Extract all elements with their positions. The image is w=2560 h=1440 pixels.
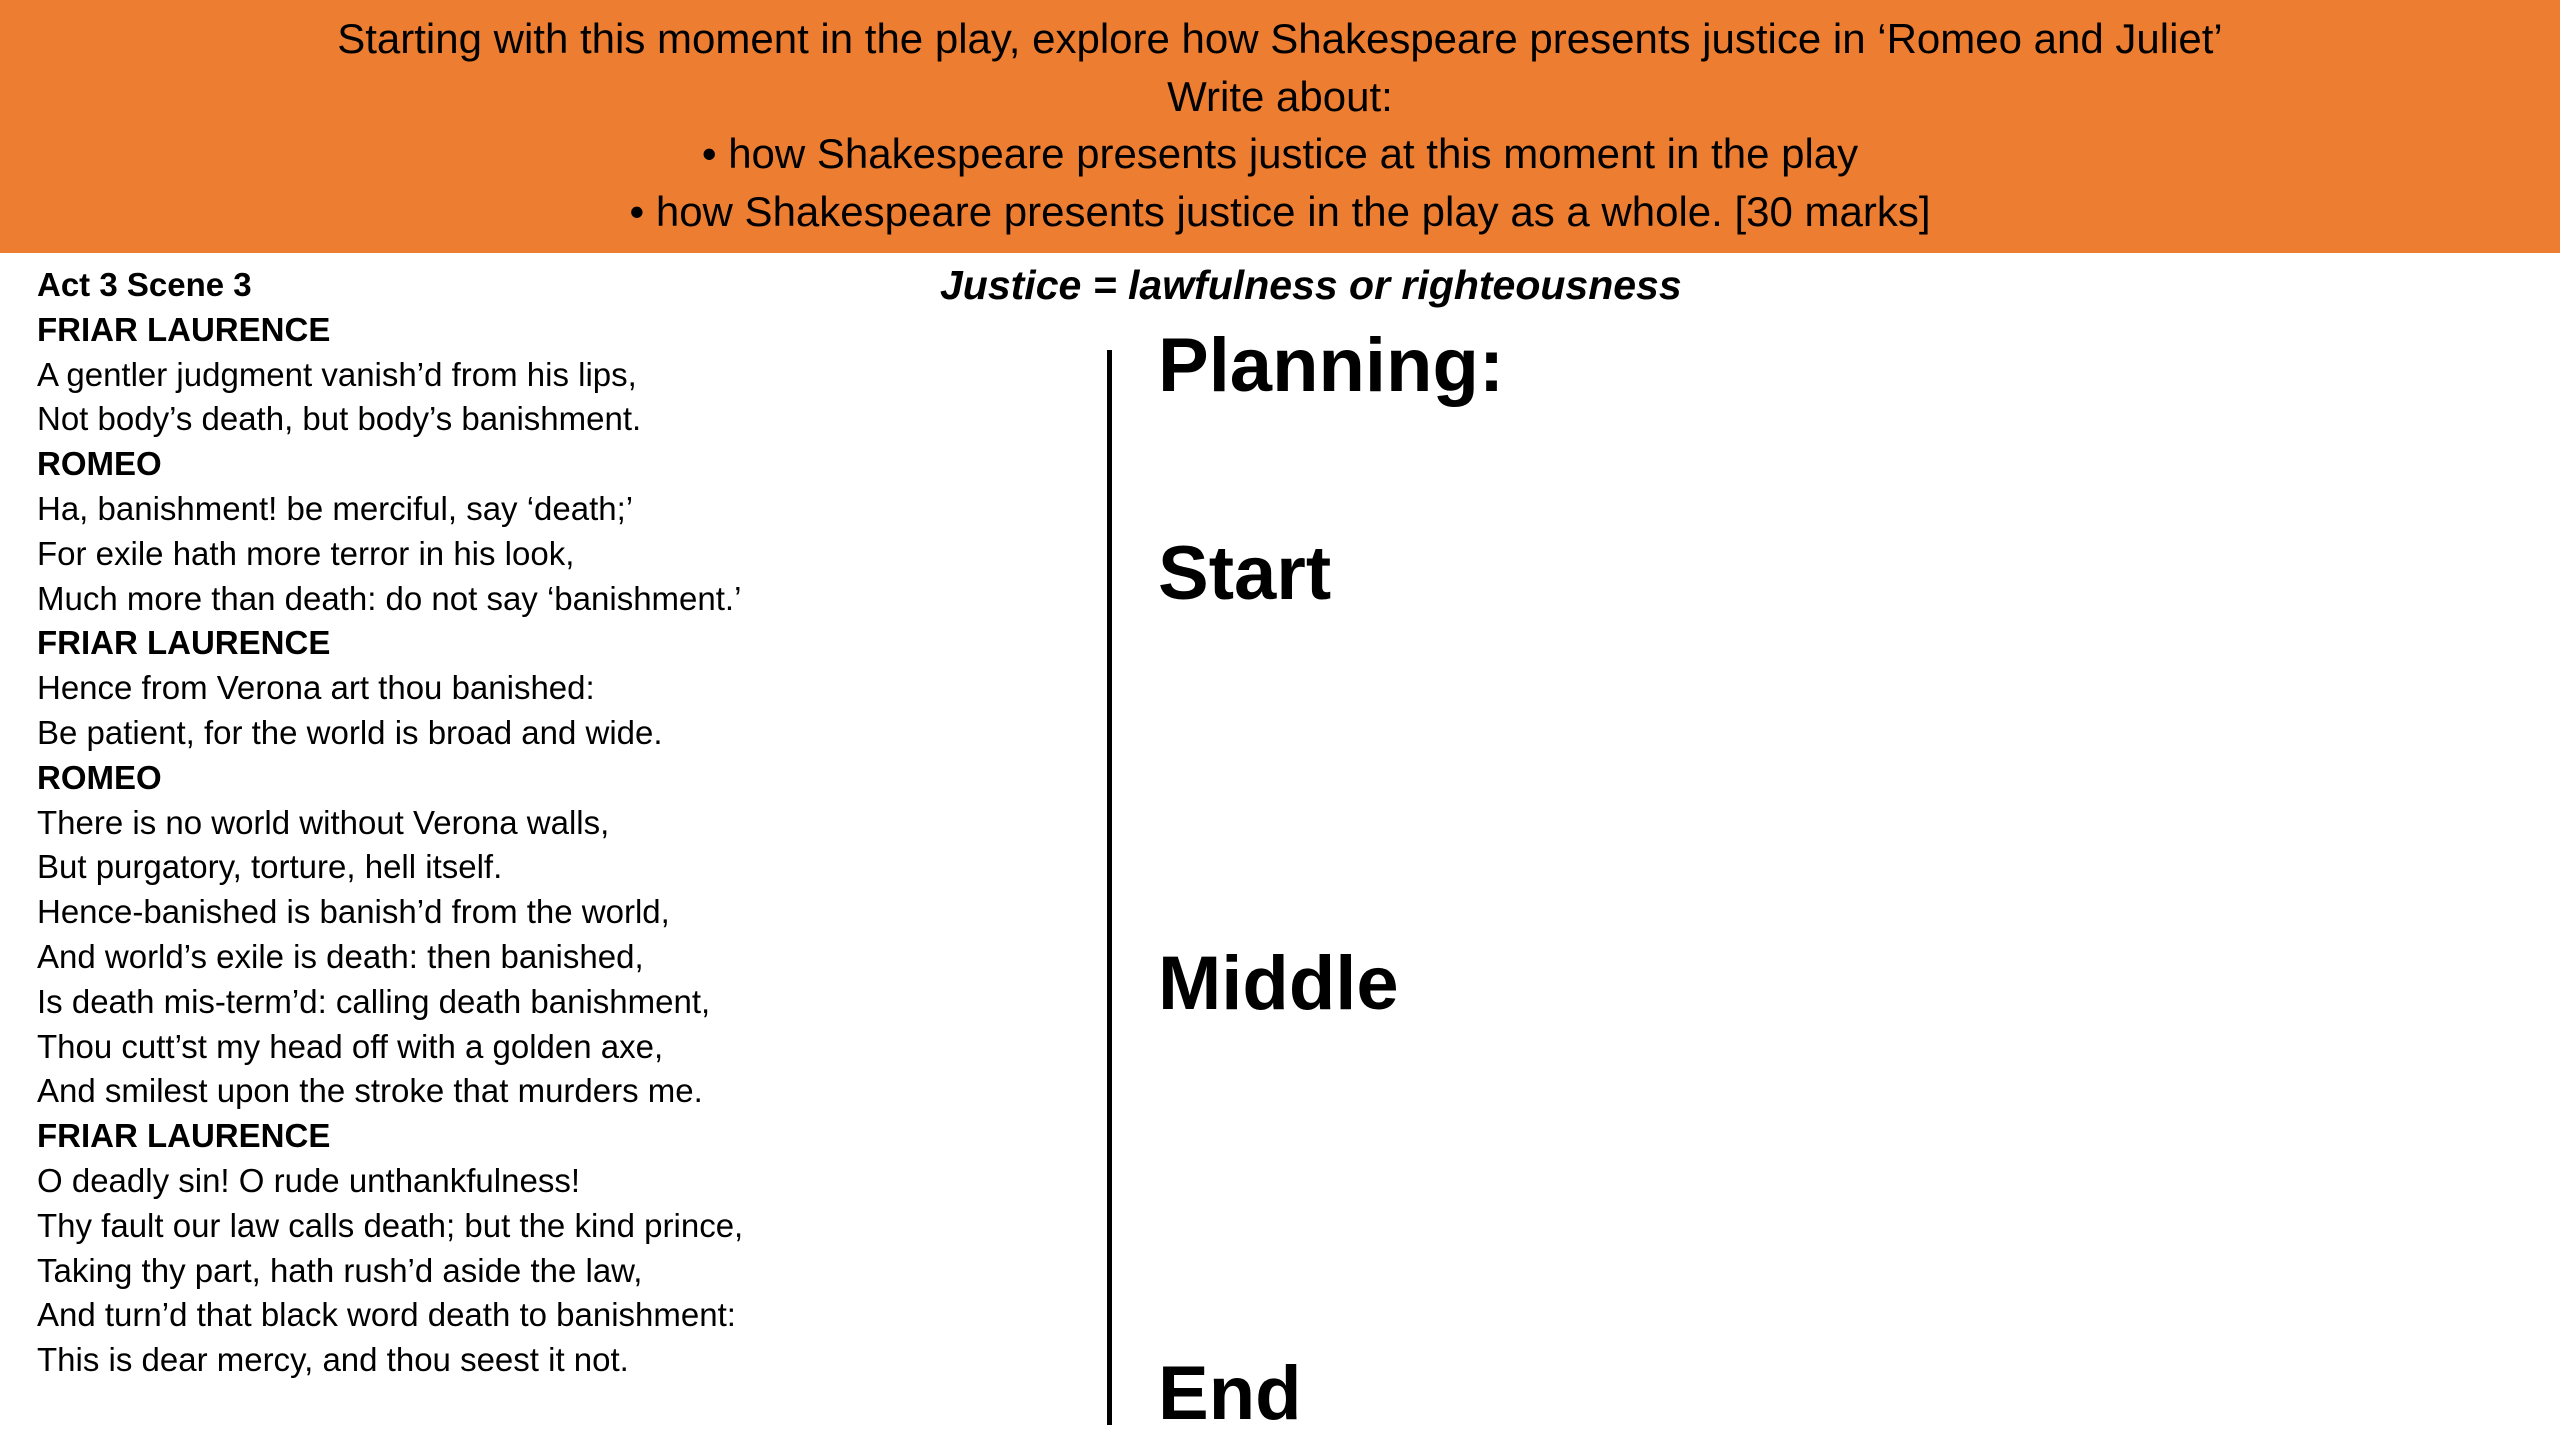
verse-line: Be patient, for the world is broad and wide.	[37, 713, 663, 751]
speaker-name: ROMEO	[37, 445, 162, 483]
verse-line: Thy fault our law calls death; but the kind prince,	[37, 1206, 744, 1244]
write-about-label: Write about:	[1167, 72, 1393, 120]
verse-line: But purgatory, torture, hell itself.	[37, 848, 503, 886]
planning-title: Planning:	[1158, 323, 1505, 408]
verse-line: And world’s exile is death: then banished,	[37, 937, 644, 975]
verse-line: A gentler judgment vanish’d from his lips,	[37, 355, 637, 393]
verse-line: There is no world without Verona walls,	[37, 803, 610, 841]
speaker-name: FRIAR LAURENCE	[37, 624, 331, 662]
verse-line: Thou cutt’st my head off with a golden axe,	[37, 1027, 664, 1065]
speaker-name: ROMEO	[37, 758, 162, 796]
verse-line: Hence-banished is banish’d from the world,	[37, 893, 670, 931]
bullet-whole-play: • how Shakespeare presents justice in the play as a whole. [30 marks]	[0, 183, 2560, 241]
verse-line: This is dear mercy, and thou seest it not.	[37, 1341, 629, 1379]
scene-heading: Act 3 Scene 3	[37, 266, 252, 303]
verse-line: For exile hath more terror in his look,	[37, 534, 575, 572]
justice-definition: Justice = lawfulness or righteousness	[940, 262, 1682, 308]
bullet-this-moment: • how Shakespeare presents justice at this moment in the play	[0, 125, 2560, 183]
verse-line: Is death mis-term’d: calling death banishment,	[37, 982, 711, 1020]
speaker-name: FRIAR LAURENCE	[37, 1117, 331, 1155]
verse-line: And turn’d that black word death to banishment:	[37, 1296, 736, 1334]
speaker-name: FRIAR LAURENCE	[37, 310, 331, 348]
verse-line: Not body’s death, but body’s banishment.	[37, 400, 642, 438]
column-divider	[1107, 350, 1112, 1425]
question-banner	[0, 0, 2560, 253]
planning-middle: Middle	[1158, 941, 1399, 1026]
planning-start: Start	[1158, 531, 1332, 616]
verse-line: And smilest upon the stroke that murders me.	[37, 1072, 703, 1110]
verse-line: Taking thy part, hath rush’d aside the law,	[37, 1251, 643, 1289]
verse-line: O deadly sin! O rude unthankfulness!	[37, 1161, 580, 1199]
play-extract	[37, 263, 1037, 1383]
extract-lines	[37, 308, 1037, 1383]
verse-line: Ha, banishment! be merciful, say ‘death;’	[37, 489, 634, 527]
verse-line: Hence from Verona art thou banished:	[37, 669, 595, 707]
question-text: Starting with this moment in the play, explore how Shakespeare presents justice in ‘Romeo and Juliet’	[337, 15, 2223, 62]
planning-end: End	[1158, 1351, 1302, 1436]
verse-line: Much more than death: do not say ‘banishment.’	[37, 579, 742, 617]
